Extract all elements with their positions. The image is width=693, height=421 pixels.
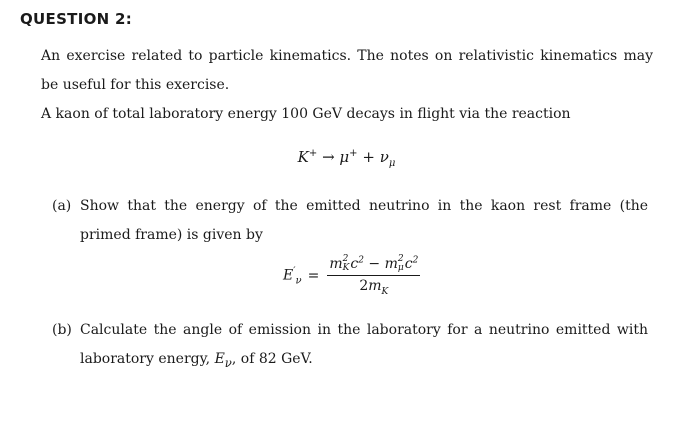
neutrino-energy-formula <box>283 255 420 297</box>
kaon-charge: + <box>308 148 318 159</box>
muon-charge: + <box>349 148 358 159</box>
part-a-text: Show that the energy of the emitted neutrino in the kaon rest frame (the primed frame) is given by <box>80 198 648 243</box>
neutrino-symbol: ν <box>379 148 389 166</box>
part-a-label: (a) <box>52 198 72 214</box>
reaction-equation <box>0 148 693 169</box>
part-b <box>52 316 648 378</box>
lab-energy-symbol: E <box>214 351 225 367</box>
formula-equals: = <box>307 267 320 284</box>
neutrino-subscript: μ <box>388 158 396 169</box>
reaction-arrow: → <box>322 148 335 166</box>
formula-denominator: $2m_K$ <box>359 278 389 297</box>
muon-symbol: μ <box>339 148 350 166</box>
part-b-label: (b) <box>52 322 72 338</box>
problem-statement: A kaon of total laboratory energy 100 GeV decays in flight via the reaction <box>41 106 571 122</box>
formula-numerator: m 2 K $c^2 - m$ 2 μ $c^2$ <box>327 255 420 276</box>
formula-fraction <box>327 255 420 297</box>
reaction-plus: + <box>362 148 375 166</box>
question-heading: QUESTION 2: <box>20 10 133 28</box>
kaon-symbol: K <box>297 148 309 166</box>
formula-lhs: $E'_\nu$ <box>283 265 302 287</box>
intro-paragraph: An exercise related to particle kinematics. The notes on relativistic kinematics may be useful for this exercise. <box>41 48 653 93</box>
part-b-text: Calculate the angle of emission in the laboratory for a neutrino emitted with laboratory energy, $E_\nu$, of 82 GeV. <box>80 322 648 370</box>
part-a <box>52 192 648 250</box>
